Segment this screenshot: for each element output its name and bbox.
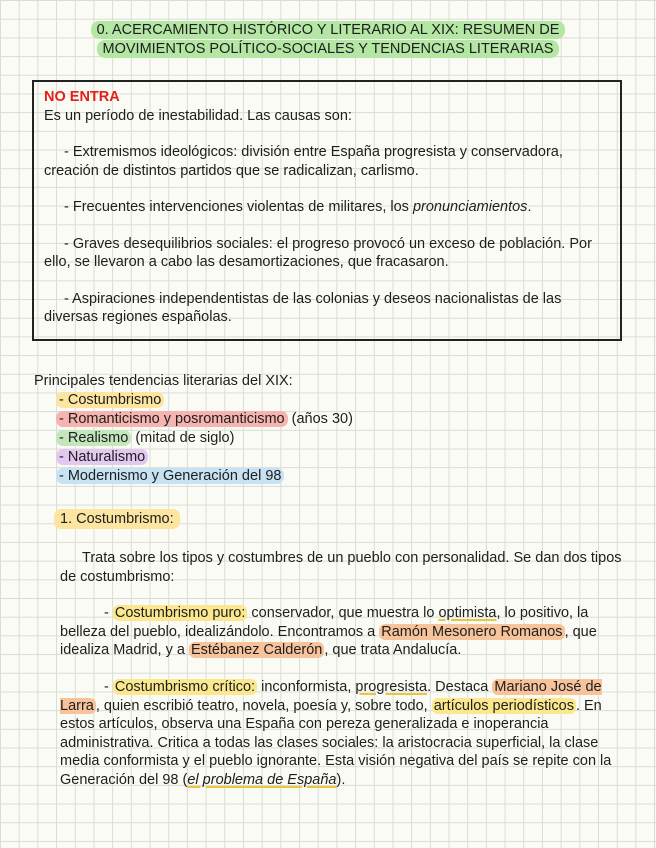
- articulos-term: artículos periodísticos: [433, 697, 574, 714]
- text: , quien escribió teatro, novela, poesía y, sobre todo,: [95, 697, 432, 714]
- costumbrismo-puro-paragraph: [60, 604, 632, 660]
- text: inconformista,: [257, 678, 356, 695]
- list-item: [56, 410, 353, 429]
- text: , que trata Andalucía.: [324, 642, 462, 659]
- tendencia-naturalismo: - Naturalismo: [56, 449, 148, 465]
- text: conservador, que muestra lo: [247, 605, 439, 622]
- title-line-2: MOVIMIENTOS POLÍTICO-SOCIALES Y TENDENCIAS LITERARIAS: [97, 40, 560, 58]
- tendencias-list: [34, 391, 353, 486]
- costumbrismo-intro: Trata sobre los tipos y costumbres de un pueblo con personalidad. Se dan dos tipos de costumbrismo:: [60, 550, 622, 585]
- costumbrismo-body: [60, 549, 632, 790]
- pronunciamientos-term: pronunciamientos: [412, 199, 528, 215]
- tendencia-realismo-note: (mitad de siglo): [131, 430, 235, 446]
- section-1-title: 1. Costumbrismo:: [54, 509, 180, 529]
- tendencia-modernismo: - Modernismo y Generación del 98: [56, 468, 284, 484]
- author-mesonero: Ramón Mesonero Romanos: [381, 623, 563, 640]
- tendencias-section: [34, 372, 353, 486]
- list-item: [56, 448, 353, 467]
- tendencias-heading: Principales tendencias literarias del XIX:: [34, 373, 293, 389]
- list-item: [56, 467, 353, 486]
- text: , que idealiza Madrid, y a: [60, 623, 597, 659]
- cause-aspiraciones: - Aspiraciones independentistas de las colonias y deseos nacionalistas de las diversas regiones españolas.: [44, 290, 562, 325]
- box-intro: Es un período de inestabilidad. Las causas son:: [44, 107, 352, 124]
- cause-intervenciones-end: .: [527, 199, 532, 215]
- cause-desequilibrios: - Graves desequilibrios sociales: el progreso provocó un exceso de población. Por ello, se llevaron a cabo las desamortizaciones, que fracasaron.: [44, 235, 592, 270]
- optimista-term: optimista: [438, 605, 497, 622]
- list-item: [56, 429, 353, 448]
- text: , lo positivo, la belleza del pueblo, idealizándolo. Encontramos a: [60, 605, 589, 640]
- progresista-term: progresista: [355, 678, 428, 695]
- tendencia-realismo: - Realismo: [56, 430, 131, 446]
- title-line-1: 0. ACERCAMIENTO HISTÓRICO Y LITERARIO AL XIX: RESUMEN DE: [91, 21, 566, 39]
- tendencia-romanticismo-note: (años 30): [287, 411, 353, 427]
- historical-context-box: [32, 80, 622, 341]
- page-title: [75, 21, 581, 59]
- cause-extremismos: - Extremismos ideológicos: división entre España progresista y conservadora, creación de distintos partidos que se radicalizan, carlismo.: [44, 144, 563, 179]
- dash: -: [104, 678, 113, 695]
- problema-term: el problema de España: [187, 771, 337, 788]
- text: . Destaca: [427, 678, 493, 695]
- tendencia-romanticismo: - Romanticismo y posromanticismo: [56, 411, 288, 427]
- no-entra-label: NO ENTRA: [44, 89, 120, 105]
- author-larra: Mariano José de Larra: [60, 678, 602, 714]
- tendencia-costumbrismo: - Costumbrismo: [56, 392, 164, 408]
- text: . En estos artículos, observa una España con pereza generalizada e inoperancia administrativa. Critica a todas las clases sociales: la aristocracia superficial, la clase media conformista y el pueblo ignorante. Esta visión negativa del país se repite con la Generación del 98 (: [60, 697, 612, 788]
- cause-intervenciones: [44, 198, 610, 217]
- text: ).: [336, 771, 346, 788]
- dash: -: [104, 605, 113, 622]
- costumbrismo-critico-paragraph: [60, 678, 632, 790]
- section-heading: [54, 511, 180, 527]
- list-item: [56, 391, 353, 410]
- costumbrismo-puro-label: Costumbrismo puro:: [114, 605, 246, 622]
- costumbrismo-critico-label: Costumbrismo crítico:: [114, 678, 256, 695]
- cause-intervenciones-text: - Frecuentes intervenciones violentas de militares, los: [64, 199, 413, 215]
- author-calderon: Estébanez Calderón: [190, 642, 323, 659]
